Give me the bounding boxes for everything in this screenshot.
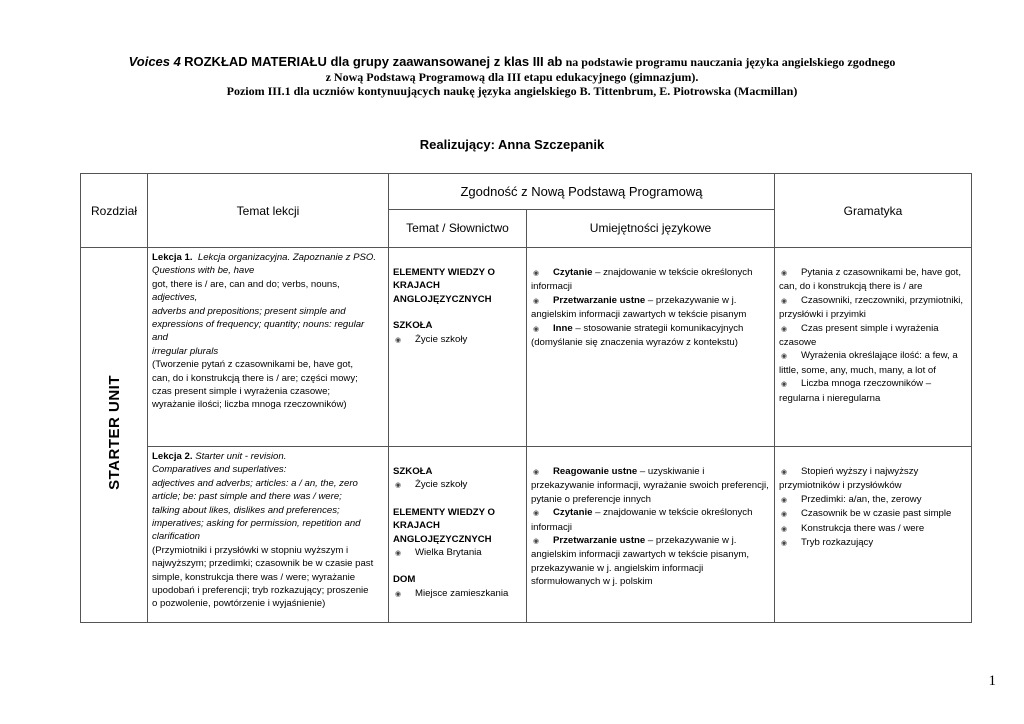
lesson-1-topic <box>148 248 389 447</box>
lesson-number: Lekcja 2. <box>152 451 193 462</box>
lesson-line: czas present simple i wyrażenia czasowe; <box>152 386 331 398</box>
skill-name: Przetwarzanie ustne <box>553 535 646 547</box>
col-header-temat: Temat lekcji <box>148 174 389 248</box>
lesson-line: adjectives and adverbs; articles: a / an, the, zero <box>152 477 358 489</box>
lesson-line: imperatives; asking for permission, repetition and <box>152 518 361 530</box>
grammar-item <box>779 493 967 507</box>
lesson-line: got, there is / are, can and do; verbs, nouns, <box>152 278 340 290</box>
vocab-item: Życie szkoły <box>415 479 468 491</box>
skill-desc: – przekazywanie w j. angielskim informacji zawartych w tekście pisanym <box>531 294 747 321</box>
skill-item <box>531 294 770 322</box>
skill-item <box>531 534 770 589</box>
grammar-text: Konstrukcja there was / were <box>801 522 925 534</box>
bullet-icon: ◉ <box>781 511 788 519</box>
bullet-icon: ◉ <box>533 270 540 277</box>
book-title: Voices 4 <box>128 54 181 69</box>
lesson-line: (Przymiotniki i przysłówki w stopniu wyższym i <box>152 544 349 556</box>
lesson-line: upodobań i preferencji; tryb rozkazujący; proszenie <box>152 585 369 597</box>
vocab-heading: SZKOŁA <box>393 320 433 332</box>
skill-desc: – przekazywanie w j. angielskim informacji zawartych w tekście pisanym, przekazywanie w j. angielskim informacji sformułowanych w j. polskim <box>531 535 750 588</box>
grammar-text: Wyrażenia określające ilość: a few, a little, some, any, much, many, a lot of <box>779 350 958 376</box>
bullet-icon: ◉ <box>533 510 540 518</box>
bullet-icon: ◉ <box>533 297 540 305</box>
skill-item <box>531 322 770 350</box>
lesson-line: najwyższym; przedimki; czasownik be w czasie past <box>152 558 374 570</box>
table-row <box>81 248 972 447</box>
vocab-heading: DOM <box>393 574 416 586</box>
grammar-text: Liczba mnoga rzeczowników – regularna i nieregularna <box>779 378 932 404</box>
col-header-rozdzial: Rozdział <box>81 174 148 248</box>
header-line-2: z Nową Podstawą Programową dla III etapu edukacyjnego (gimnazjum). <box>325 70 699 84</box>
skill-name: Czytanie <box>553 507 593 519</box>
bullet-icon: ◉ <box>781 270 788 277</box>
vocab-heading: ELEMENTY WIEDZY O KRAJACH ANGLOJĘZYCZNYCH <box>393 267 495 305</box>
lesson-2-grammar <box>775 447 972 623</box>
grammar-item <box>779 294 967 322</box>
col-header-slownictwo: Temat / Słownictwo <box>389 209 527 247</box>
bullet-icon: ◉ <box>395 550 402 558</box>
skill-desc: – uzyskiwanie i przekazywanie informacji, wyrażanie swoich preferencji, pytanie o preferencje innych <box>531 466 769 505</box>
document-header <box>0 54 1024 98</box>
bullet-icon: ◉ <box>533 469 540 476</box>
lesson-line: Questions with be, have <box>152 265 255 277</box>
grammar-text: Tryb rozkazujący <box>801 537 874 549</box>
grammar-text: Czasowniki, rzeczowniki, przymiotniki, przysłówki i przyimki <box>779 294 964 321</box>
bullet-icon: ◉ <box>781 496 788 504</box>
lesson-title: Lekcja organizacyjna. Zapoznanie z PSO. <box>197 252 377 263</box>
bullet-icon: ◉ <box>395 482 402 490</box>
grammar-item <box>779 522 967 536</box>
lesson-line: and <box>152 332 169 344</box>
bullet-icon: ◉ <box>781 540 788 548</box>
syllabus-table <box>80 173 972 623</box>
grammar-item <box>779 465 967 493</box>
header-line-3: Poziom III.1 dla uczniów kontynuujących naukę języka angielskiego B. Tittenbrum, E. Piotrowska (Macmillan) <box>226 84 798 98</box>
grammar-item <box>779 507 967 521</box>
col-header-gramatyka: Gramatyka <box>775 174 972 248</box>
grammar-text: Przedimki: a/an, the, zerowy <box>801 493 922 505</box>
table-row <box>81 447 972 623</box>
grammar-item <box>779 349 967 377</box>
unit-label: STARTER UNIT <box>105 375 123 490</box>
page-number: 1 <box>988 673 996 689</box>
bullet-icon: ◉ <box>781 381 788 389</box>
lesson-line: talking about likes, dislikes and preferences; <box>152 504 340 516</box>
lesson-number: Lekcja 1. <box>152 252 193 263</box>
title-main: ROZKŁAD MATERIAŁU dla grupy zaawansowanej z klas III ab <box>184 54 563 69</box>
col-header-zgodnosc: Zgodność z Nową Podstawą Programową <box>389 174 775 210</box>
skill-name: Czytanie <box>553 267 593 278</box>
lesson-2-vocab <box>389 447 527 623</box>
skill-desc: – znajdowanie w tekście określonych informacji <box>531 267 753 293</box>
lesson-line: adjectives, <box>152 292 198 304</box>
grammar-item <box>779 322 967 350</box>
grammar-item <box>779 536 967 550</box>
skill-name: Przetwarzanie ustne <box>553 294 646 306</box>
skill-name: Inne <box>553 322 573 334</box>
lesson-line: can, do i konstrukcją there is / are; części mowy; <box>152 372 358 384</box>
vocab-item: Życie szkoły <box>415 333 468 345</box>
grammar-text: Czasownik be w czasie past simple <box>801 508 952 520</box>
lesson-2-skills <box>527 447 775 623</box>
author-line: Realizujący: Anna Szczepanik <box>419 137 605 152</box>
lesson-2-topic <box>148 447 389 623</box>
bullet-icon: ◉ <box>781 469 788 476</box>
bullet-icon: ◉ <box>781 525 788 533</box>
skill-item <box>531 465 770 506</box>
bullet-icon: ◉ <box>533 325 540 333</box>
grammar-item <box>779 266 967 294</box>
skill-name: Reagowanie ustne <box>553 466 638 477</box>
skill-item <box>531 506 770 534</box>
grammar-text: Pytania z czasownikami be, have got, can, do i konstrukcją there is / are <box>779 267 961 293</box>
lesson-line: wyrażanie ilości; liczba mnoga rzeczowników) <box>152 399 347 411</box>
lesson-line: Comparatives and superlatives: <box>152 464 287 476</box>
lesson-line: article; be: past simple and there was / were; <box>152 491 342 503</box>
grammar-text: Stopień wyższy i najwyższy przymiotników i przysłówków <box>779 466 919 492</box>
skill-desc: – stosowanie strategii komunikacyjnych (domyślanie się znaczenia wyrazów z kontekstu) <box>531 322 744 349</box>
unit-cell <box>81 248 148 623</box>
bullet-icon: ◉ <box>395 336 402 344</box>
lesson-title: Starter unit - revision. <box>195 451 287 462</box>
lesson-1-skills <box>527 248 775 447</box>
bullet-icon: ◉ <box>781 325 788 333</box>
lesson-line: o pozwolenie, powtórzenie i wyjaśnienie) <box>152 598 326 610</box>
bullet-icon: ◉ <box>395 590 402 598</box>
vocab-heading: ELEMENTY WIEDZY O KRAJACH ANGLOJĘZYCZNYCH <box>393 506 495 545</box>
vocab-heading: SZKOŁA <box>393 466 433 477</box>
grammar-item <box>779 377 967 405</box>
bullet-icon: ◉ <box>781 297 788 305</box>
header-title-line <box>0 54 1024 70</box>
lesson-line: simple, konstrukcja there was / were; wyrażanie <box>152 571 356 583</box>
bullet-icon: ◉ <box>533 538 540 546</box>
vocab-item: Wielka Brytania <box>415 547 482 559</box>
title-rest: na podstawie programu nauczania języka angielskiego zgodnego <box>565 55 896 69</box>
skill-desc: – znajdowanie w tekście określonych informacji <box>531 507 753 533</box>
grammar-text: Czas present simple i wyrażenia czasowe <box>779 322 939 349</box>
bullet-icon: ◉ <box>781 353 788 361</box>
lesson-1-grammar <box>775 248 972 447</box>
lesson-line: (Tworzenie pytań z czasownikami be, have got, <box>152 359 354 371</box>
lesson-line: expressions of frequency; quantity; nouns: regular <box>152 319 365 331</box>
lesson-line: irregular plurals <box>152 345 219 357</box>
lesson-1-vocab <box>389 248 527 447</box>
lesson-line: adverbs and prepositions; present simple and <box>152 305 346 317</box>
skill-item <box>531 266 770 294</box>
col-header-umiejetnosci: Umiejętności językowe <box>527 209 775 247</box>
lesson-line: clarification <box>152 531 200 543</box>
vocab-item: Miejsce zamieszkania <box>415 587 509 599</box>
